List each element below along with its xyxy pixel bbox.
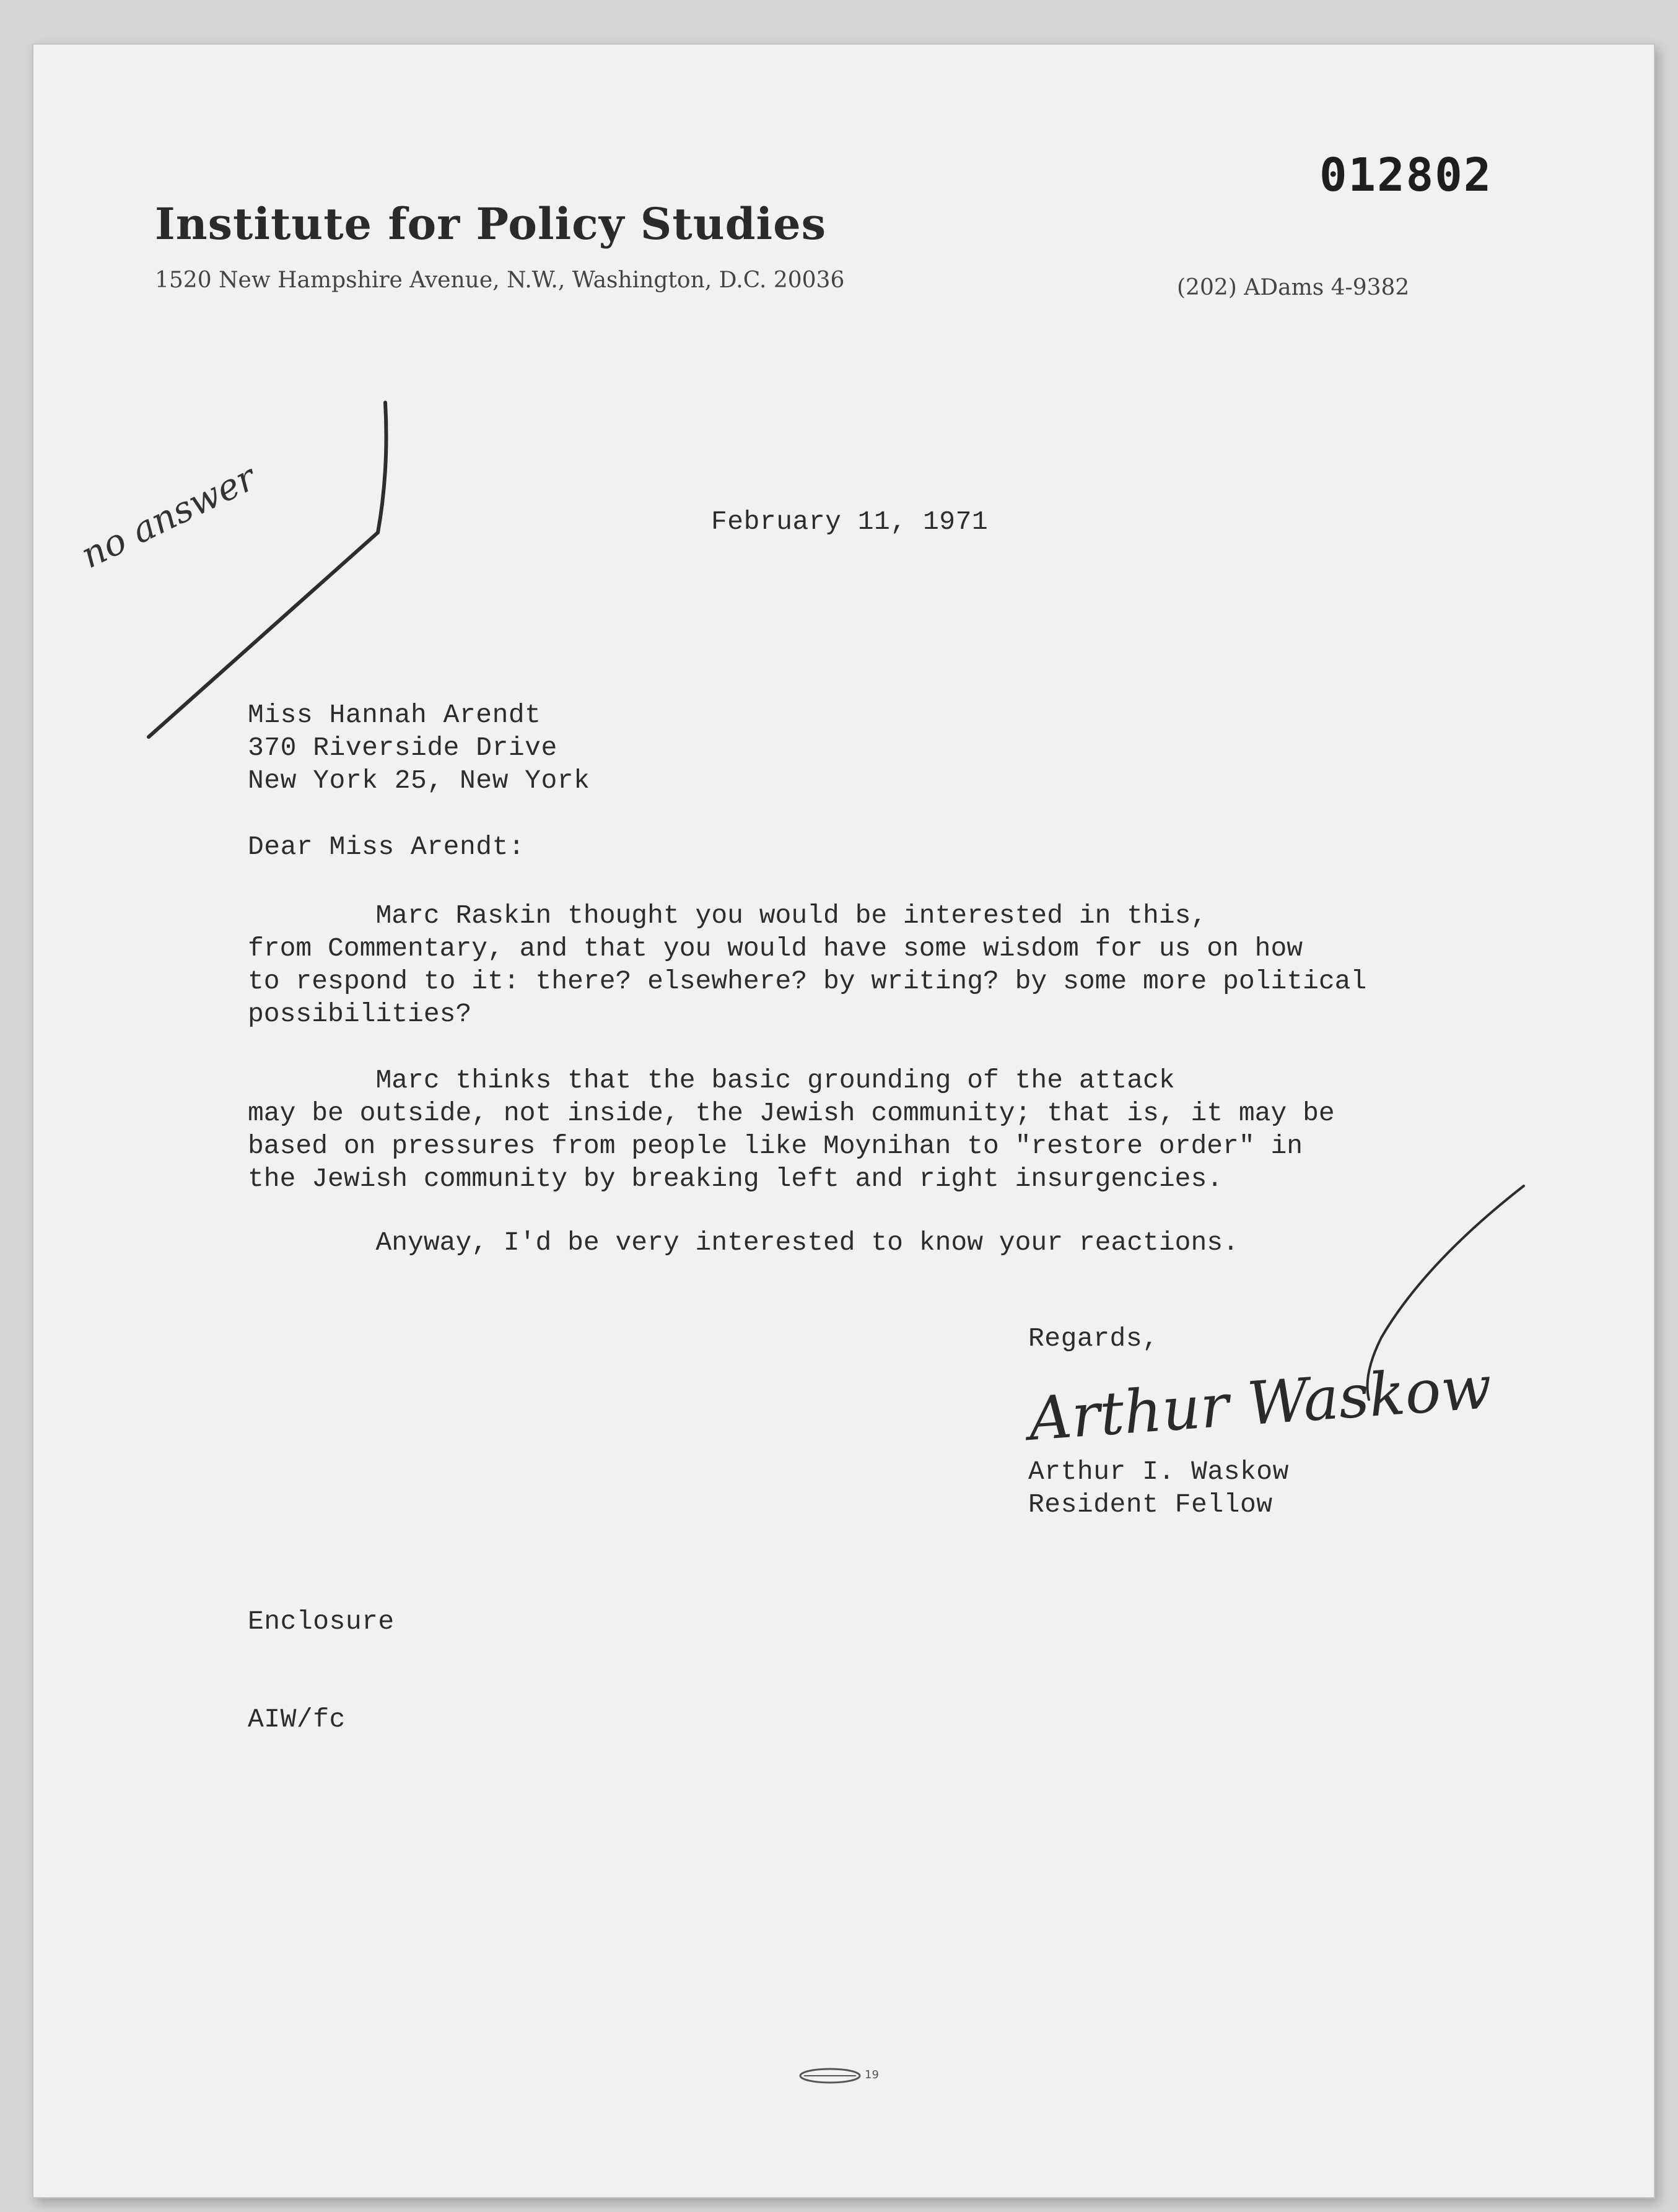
- body-paragraph-1: Marc Raskin thought you would be interested in this, from Commentary, and that you would have some wisdom for us on how to respond to it: there? elsewhere? by writing? by some more political possibilities?: [248, 900, 1367, 1029]
- signer-title: Resident Fellow: [1028, 1489, 1273, 1520]
- closing: Regards,: [1028, 1323, 1159, 1354]
- letterhead-phone: (202) ADams 4-9382: [1177, 275, 1410, 300]
- signer-name: Arthur I. Waskow: [1028, 1457, 1289, 1487]
- body-paragraph-3: Anyway, I'd be very interested to know your reactions.: [248, 1227, 1239, 1258]
- document-number: 012802: [1319, 149, 1493, 202]
- letterhead-address: 1520 New Hampshire Avenue, N.W., Washington, D.C. 20036: [155, 268, 845, 293]
- handwritten-note: no answer: [74, 456, 263, 577]
- footer-mark: 19: [865, 2068, 879, 2081]
- enclosure-note: Enclosure: [248, 1606, 395, 1637]
- letter-date: February 11, 1971: [711, 507, 989, 537]
- reference-initials: AIW/fc: [248, 1704, 346, 1735]
- recipient-city: New York 25, New York: [248, 765, 590, 796]
- body-paragraph-2: Marc thinks that the basic grounding of the attack may be outside, not inside, the Jewish community; that is, it may be based on pressures from people like Moynihan to "restore order" in the Jewish community by breaking left and right insurgencies.: [248, 1065, 1335, 1194]
- salutation: Dear Miss Arendt:: [248, 832, 525, 862]
- signature: Arthur Waskow: [1026, 1352, 1494, 1454]
- letterhead-organization: Institute for Policy Studies: [155, 198, 827, 250]
- recipient-street: 370 Riverside Drive: [248, 733, 557, 763]
- recipient-name: Miss Hannah Arendt: [248, 700, 541, 730]
